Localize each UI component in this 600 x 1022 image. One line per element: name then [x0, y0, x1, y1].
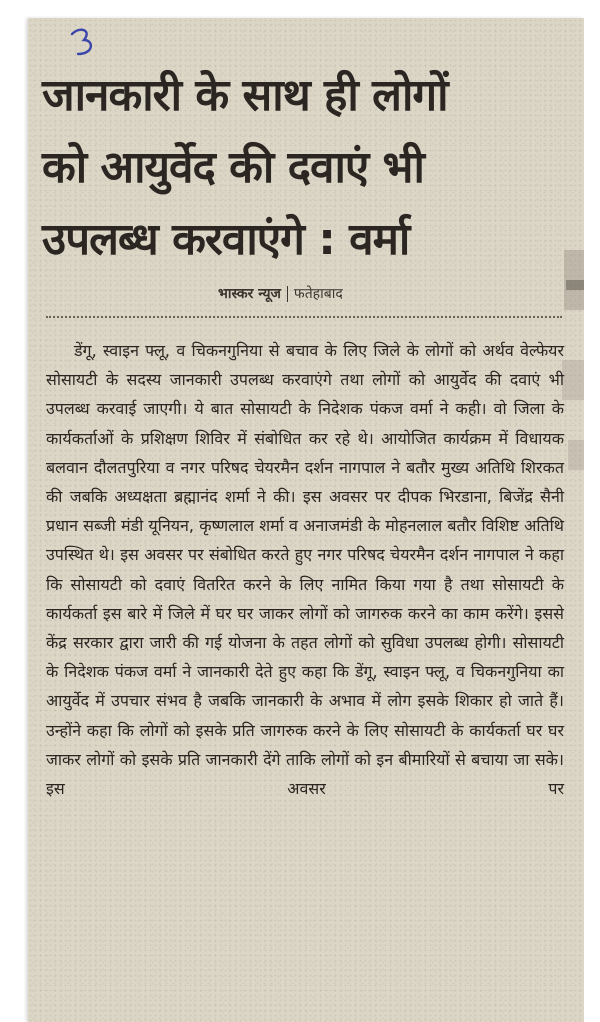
byline-place: फतेहाबाद	[293, 286, 343, 302]
article-body: डेंगू, स्वाइन फ्लू, व चिकनगुनिया से बचाव के लिए जिले के लोगों को अर्थव वेल्फेयर सोसायटी के सदस्य जानकारी उपलब्ध करवाएंगे तथा लोगों को आयुर्वेद की दवाएं भी उपलब्ध करवाई जाएगी। ये बात सोसायटी के निदेशक पंकज वर्मा ने कही। वो जिला के कार्यकर्ताओं के प्रशिक्षण शिविर में संबोधित कर रहे थे। आयोजित कार्यक्रम में विधायक बलवान दौलतपुरिया व नगर परिषद चेयरमैन दर्शन नागपाल ने बतौर मुख्य अतिथि शिरकत की जबकि अध्यक्षता ब्रह्मानंद शर्मा ने की। इस अवसर पर दीपक भिरडाना, बिजेंद्र सैनी प्रधान सब्जी मंडी यूनियन, कृष्णलाल शर्मा व अनाजमंडी के मोहनलाल बतौर विशिष्ट अतिथि उपस्थित थे। इस अवसर पर संबोधित करते हुए नगर परिषद चेयरमैन दर्शन नागपाल ने कहा कि सोसायटी को दवाएं वितरित करने के लिए नामित किया गया है तथा सोसायटी के कार्यकर्ता इस बारे में जिले में घर घर जाकर लोगों को जागरुक करने का काम करेंगे। इससे केंद्र सरकार द्वारा जारी की गई योजना के तहत लोगों को सुविधा उपलब्ध होगी। सोसायटी के निदेशक पंकज वर्मा ने जानकारी देते हुए कहा कि डेंगू, स्वाइन फ्लू, व चिकनगुनिया का आयुर्वेद में उपचार संभव है जबकि जानकारी के अभाव में लोग इसके शिकार हो जाते हैं। उन्होंने कहा कि लोगों को इसके प्रति जागरुक करने के लिए सोसायटी के कार्यकर्ता घर घर जाकर लोगों को इसके प्रति जानकारी देंगे ताकि लोगों को इन बीमारियों से बचाया जा सके। इस अवसर पर	[46, 341, 564, 799]
newspaper-clipping	[28, 18, 584, 1022]
adjacent-column-bleed	[562, 250, 584, 490]
handwritten-mark-icon	[64, 24, 104, 64]
byline-agency: भास्कर न्यूज	[218, 286, 281, 302]
divider-rule	[46, 316, 562, 318]
article-headline: जानकारी के साथ ही लोगों को आयुर्वेद की दवाएं भी उपलब्ध करवाएंगे : वर्मा	[42, 70, 448, 265]
byline-separator	[287, 286, 288, 302]
byline	[218, 284, 343, 303]
